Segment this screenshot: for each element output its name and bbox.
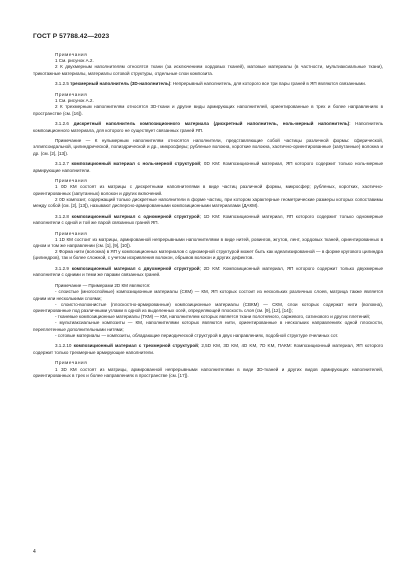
- paragraph: 1 3D КМ состоят из матрицы, армированной непрерывными наполнителями в виде 3D-тканей и других видов армирующих наполнителей, ориентированных в трех и более направлениях в пространстве (см. [17]).: [33, 366, 383, 378]
- term-definition: [33, 343, 383, 355]
- term-text: : Наполнитель композиционного материала, для которого не существует связанных граней ЯП.: [33, 121, 383, 133]
- term-text: ; 0D KM: Композиционный материал, ЯП которого содержит только ноль-мерные армирующие наполнители.: [33, 161, 383, 173]
- note-title: Примечания: [55, 92, 88, 98]
- term-name: трехмерный наполнитель (3D-наполнитель): [70, 81, 171, 87]
- term-number: 3.1.2.7: [55, 161, 69, 167]
- paragraph: 1 1D КМ состоит из матрицы, армированной непрерывными наполнителями в виде нитей, ровингов, жгутов, лент, хордовых тканей, ориентированных в одном и том же направлении (см. [1], [9], [10]).: [33, 236, 383, 249]
- page-number: 4: [33, 549, 36, 555]
- paragraph: 2 К двухмерным наполнителям относятся ткани (за исключением хордовых тканей), матовые материалы (в частности, мультиаксиальные ткани), трикотажные материалы, материалы сотовой структуры, отдельные слои композита.: [33, 64, 383, 76]
- term-name: композиционный материал с одномерной структурой: [71, 213, 200, 219]
- document-header: ГОСТ Р 57788.42—2023: [33, 33, 110, 40]
- paragraph: 1 См. рисунок А.2.: [55, 98, 94, 104]
- term-number: 3.1.2.6: [55, 121, 69, 127]
- term-number: 3.1.2.10: [55, 343, 72, 349]
- note-title: Примечания: [55, 360, 88, 366]
- term-text: ; 1D KM: Композиционный материал, ЯП которого содержит только одномерные наполнители с одной и той же парой связанных граней ЯП.: [33, 213, 384, 225]
- paragraph: - слоисто-волокнистые (плоскостно-армированные) композиционные материалы (СВКМ) — СКМ, слои которых содержат нити (волокна), ориентированные под различными углами в одной из выделенных осей, определяющей плоскость слоя (см. [9], [12], [14]);: [33, 301, 383, 313]
- term-definition: [33, 161, 383, 173]
- term-number: 3.1.2.8: [55, 213, 69, 219]
- term-number: 3.1.2.5: [55, 81, 69, 87]
- term-name: композиционный материал с трехмерной структурой: [73, 343, 198, 349]
- paragraph: 2 0D композит, содержащий только дискретные наполнители в форме частиц, при котором характерные геометрические размеры которых сопоставимы между собой (см. [2], [13]), называют дисперсно-армированными композиционными материалами (ДАКМ).: [33, 196, 383, 209]
- term-text: ; 2,5D KM, 3D KM, 4D KM, 7D KM, ПАКМ: Композиционный материал, ЯП которого содержит только трехмерные армирующие наполнители.: [33, 343, 383, 355]
- term-text: ; 2D KM: Композиционный материал, ЯП которого содержит только двухмерные наполнители с одними и теми же парами связанных граней.: [33, 266, 384, 278]
- paragraph: 2 Форма нити (волокна) в ЯП у композиционных материалов с одномерной структурой может быть как идеализированной — в форме кругового цилиндра (цилиндров), так и более сложной, с учетом искривления волокон, обрывов волокон и других дефектов.: [33, 249, 383, 261]
- note-title: Примечания: [55, 230, 88, 236]
- term-name: композиционный материал с ноль-мерной структурой: [71, 161, 201, 167]
- paragraph: - мультиаксиальные композиты — КМ, наполнителями которых являются нити, ориентированные в нескольких направлениях одной плоскости, переплетенные дополнительными нитями;: [33, 320, 383, 332]
- paragraph: 2 К трехмерным наполнителям относятся 3D-ткани и другие виды армирующих наполнителей, ориентированные в трех и более направлениях в пространстве (см. [16]).: [33, 104, 383, 116]
- term-definition: [33, 81, 383, 87]
- paragraph: 1 0D КМ состоят из матрицы с дискретными наполнителями в виде частиц различной формы, микросфер; рубленых, коротких, хаотично-ориентированных (запутанных) волокон и других включений.: [33, 184, 383, 196]
- note-title: Примечания: [55, 178, 88, 184]
- term-name: композиционный материал с двухмерной структурой: [71, 266, 200, 272]
- paragraph: - слоистые (многослойные) композиционные материалы (СКМ) — КМ, ЯП которых состоит из нескольких различных слоев, матрица также является одним или несколькими слоями;: [33, 289, 383, 301]
- paragraph: 1 См. рисунок А.2.: [55, 58, 94, 64]
- paragraph: Примечание — К нульмерным наполнителям относятся наполнители, представляющие собой частицы различной формы: сферической, эллипсоидальной, цилиндрической, полиэдрической и др., микросферы; рубленые волокна, короткие волокна, хаотично-ориентированные (запутанные) волокна и др. (см. [2], [13]).: [33, 138, 383, 156]
- term-definition: [33, 266, 383, 278]
- document-body: [33, 52, 383, 379]
- paragraph: Примечание — Примерами 2D КМ являются:: [55, 283, 151, 289]
- term-definition: [33, 214, 383, 226]
- paragraph: - тканевые композиционные материалы (ТКМ) — КМ, наполнителем которых является ткани полотняного, саржевого, сатинового и других плетений;: [55, 314, 371, 320]
- term-name: дискретный наполнитель композиционного материала (дискретный наполнитель, ноль-мерный наполнитель): [73, 121, 350, 127]
- paragraph: - сотовые материалы — композиты, обладающие периодической структурой в двух направлениях, подобной структуре пчелиных сот.: [55, 332, 339, 338]
- term-text: : Непрерывный наполнитель, для которого все три пары граней в ЯП являются связанными.: [170, 81, 367, 87]
- note-title: Примечания: [55, 52, 88, 57]
- term-definition: [33, 121, 383, 133]
- term-number: 3.1.2.9: [55, 266, 69, 272]
